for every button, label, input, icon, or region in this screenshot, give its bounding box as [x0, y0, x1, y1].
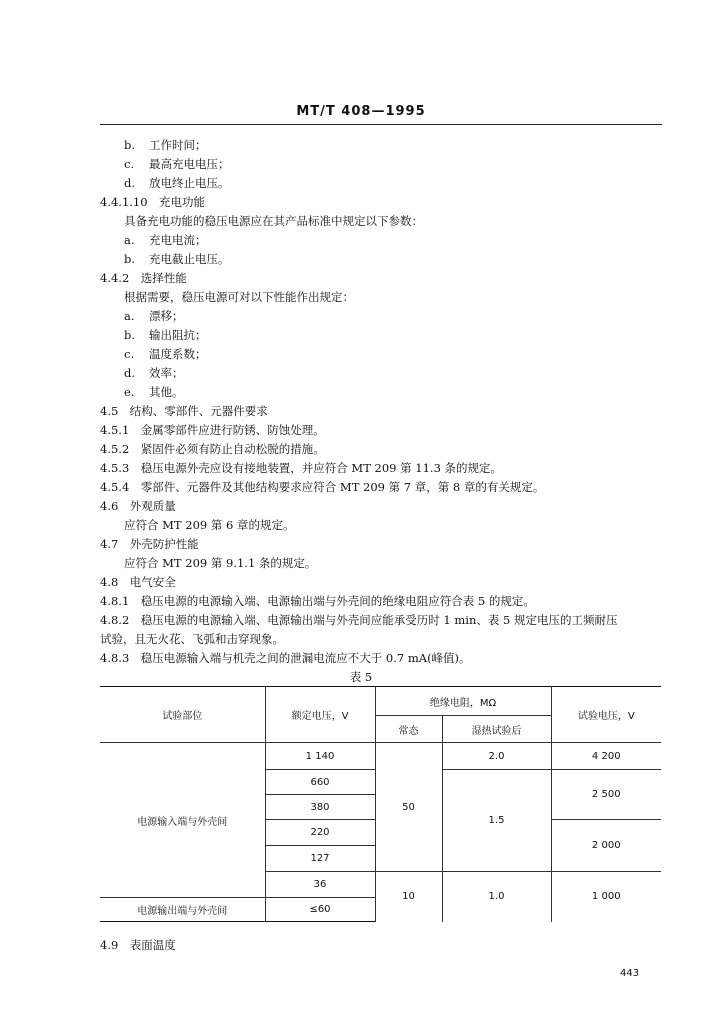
- list-item: [124, 233, 207, 247]
- header-rated-voltage: 额定电压，V: [265, 687, 375, 743]
- clause-4-8-1: 4.8.1 稳压电源的电源输入端、电源输出端与外壳间的绝缘电阻应符合表 5 的规定。: [100, 594, 535, 608]
- header-insulation: 绝缘电阻，MΩ: [375, 687, 551, 716]
- list-label: c.: [124, 157, 135, 171]
- header-test-voltage: 试验电压，V: [551, 687, 661, 743]
- cell-damp: 2.0: [442, 743, 551, 770]
- list-label: a.: [124, 309, 135, 323]
- list-label: b.: [124, 252, 136, 266]
- cell-rated: 36: [265, 872, 375, 898]
- paragraph: 应符合 MT 209 第 6 章的规定。: [124, 518, 295, 532]
- cell-normal: 50: [375, 743, 442, 872]
- list-label: e.: [124, 385, 135, 399]
- clause-4-5-2: 4.5.2 紧固件必须有防止自动松脱的措施。: [100, 442, 325, 456]
- list-item: [124, 366, 184, 380]
- cell-rated: ≤60: [265, 898, 375, 922]
- section-heading-4-7: 4.7 外壳防护性能: [100, 537, 199, 551]
- list-text: 温度系数；: [149, 347, 207, 361]
- header-part: 试验部位: [100, 687, 265, 743]
- cell-rated: 220: [265, 820, 375, 846]
- section-heading-4-5: 4.5 结构、零部件、元器件要求: [100, 404, 268, 418]
- list-text: 充电电流；: [149, 233, 207, 247]
- cell-normal: 10: [375, 872, 442, 922]
- cell-damp: 1.0: [442, 872, 551, 922]
- section-heading-4-4-2: 4.4.2 选择性能: [100, 271, 187, 285]
- list-item: [124, 138, 207, 152]
- paragraph: 根据需要，稳压电源可对以下性能作出规定：: [124, 290, 354, 304]
- list-text: 效率；: [149, 366, 184, 380]
- page-number: 443: [620, 968, 640, 979]
- list-text: 放电终止电压。: [149, 176, 230, 190]
- list-text: 工作时间；: [149, 138, 207, 152]
- clause-4-8-2: 4.8.2 稳压电源的电源输入端、电源输出端与外壳间应能承受历时 1 min、表 5 规定电压的工频耐压: [100, 613, 618, 627]
- list-text: 最高充电电压；: [149, 157, 230, 171]
- list-text: 其他。: [149, 385, 184, 399]
- cell-test: 1 000: [551, 872, 661, 922]
- list-item: [124, 176, 230, 190]
- list-text: 漂移；: [149, 309, 184, 323]
- clause-4-8-3: 4.8.3 稳压电源输入端与机壳之间的泄漏电流应不大于 0.7 mA(峰值)。: [100, 651, 471, 665]
- cell-test: 2 500: [551, 770, 661, 820]
- list-item: [124, 157, 230, 171]
- list-item: [124, 385, 184, 399]
- list-text: 充电截止电压。: [149, 252, 230, 266]
- clause-4-5-1: 4.5.1 金属零部件应进行防锈、防蚀处理。: [100, 423, 325, 437]
- cell-part-input: 电源输入端与外壳间: [100, 743, 265, 898]
- list-label: c.: [124, 347, 135, 361]
- clause-4-8-2-cont: 试验，且无火花、飞弧和击穿现象。: [100, 632, 284, 646]
- list-label: b.: [124, 138, 136, 152]
- paragraph: 应符合 MT 209 第 9.1.1 条的规定。: [124, 556, 317, 570]
- section-heading-4-6: 4.6 外观质量: [100, 499, 176, 513]
- paragraph: 具备充电功能的稳压电源应在其产品标准中规定以下参数：: [124, 214, 423, 228]
- cell-rated: 380: [265, 795, 375, 820]
- header-after-damp: 湿热试验后: [442, 716, 551, 743]
- list-label: d.: [124, 176, 136, 190]
- list-item: [124, 252, 230, 266]
- list-item: [124, 309, 184, 323]
- cell-rated: 127: [265, 846, 375, 872]
- cell-rated: 660: [265, 770, 375, 795]
- list-text: 输出阻抗；: [149, 328, 207, 342]
- clause-4-5-4: 4.5.4 零部件、元器件及其他结构要求应符合 MT 209 第 7 章，第 8 章的有关规定。: [100, 480, 545, 494]
- table-5: [100, 686, 661, 922]
- list-item: [124, 328, 207, 342]
- cell-test: 4 200: [551, 743, 661, 770]
- list-label: a.: [124, 233, 135, 247]
- list-label: d.: [124, 366, 136, 380]
- cell-damp: 1.5: [442, 770, 551, 872]
- header-rule: [100, 124, 662, 125]
- cell-test: 2 000: [551, 820, 661, 872]
- section-heading-4-9: 4.9 表面温度: [100, 938, 176, 952]
- list-label: b.: [124, 328, 136, 342]
- standard-header: MT/T 408—1995: [296, 104, 426, 119]
- section-heading-4-4-1-10: 4.4.1.10 充电功能: [100, 195, 206, 209]
- cell-rated: 1 140: [265, 743, 375, 770]
- list-item: [124, 347, 207, 361]
- cell-part-output: 电源输出端与外壳间: [100, 898, 265, 922]
- header-normal: 常态: [375, 716, 442, 743]
- table-caption: 表 5: [349, 670, 373, 684]
- section-heading-4-8: 4.8 电气安全: [100, 575, 176, 589]
- clause-4-5-3: 4.5.3 稳压电源外壳应设有接地装置，并应符合 MT 209 第 11.3 条的规定。: [100, 461, 503, 475]
